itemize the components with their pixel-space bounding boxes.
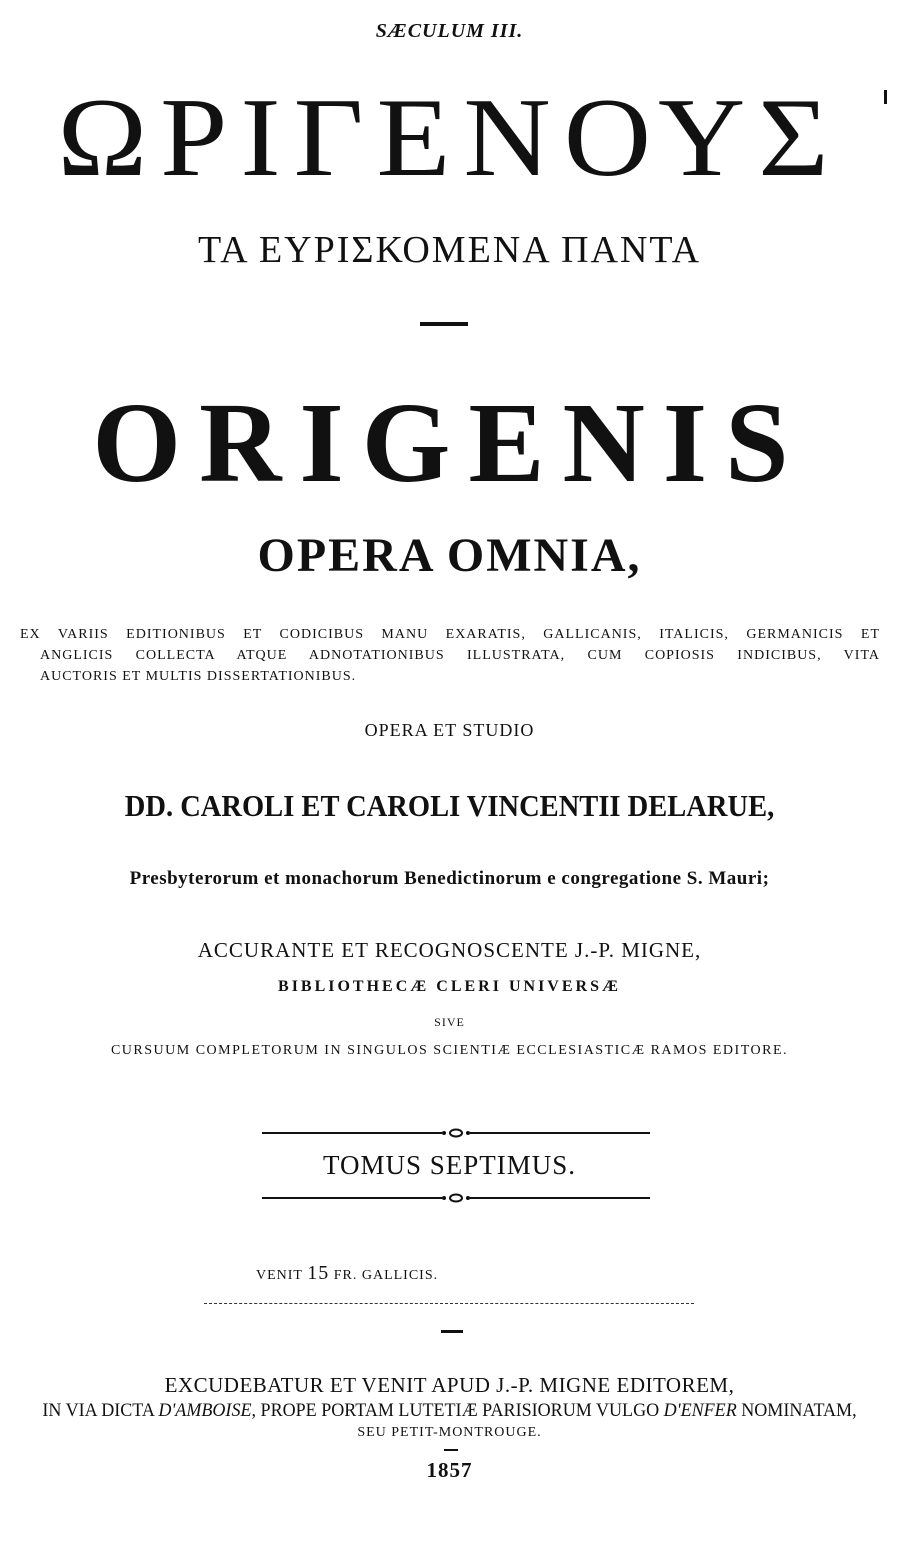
volume-number: TOMUS SEPTIMUS.	[322, 1150, 577, 1180]
description-paragraph	[20, 624, 880, 687]
bibliotheca-line: BIBLIOTHECÆ CLERI UNIVERSÆ	[278, 978, 621, 995]
margin-mark	[884, 90, 887, 104]
saeculum-header: SÆCULUM III.	[375, 20, 524, 42]
imprint-line: EXCUDEBATUR ET VENIT APUD J.-P. MIGNE EDITOREM,	[164, 1373, 735, 1397]
description-line: EX VARIIS EDITIONIBUS ET CODICIBUS MANU EXARATIS, GALLICANIS, ITALICIS, GERMANICIS ET	[20, 627, 880, 642]
dashed-divider	[204, 1303, 694, 1304]
address-text: , PROPE PORTAM LUTETIÆ PARISIORUM VULGO	[251, 1400, 664, 1421]
address-line	[22, 1400, 876, 1422]
seu-line: SEU PETIT-MONTROUGE.	[357, 1425, 542, 1440]
editor-role: Presbyterorum et monachorum Benedictinorum e congregatione S. Mauri;	[129, 868, 770, 889]
publication-year: 1857	[426, 1458, 473, 1482]
latin-title: ORIGENIS	[92, 379, 807, 506]
opera-omnia-heading: OPERA OMNIA,	[257, 529, 642, 582]
price-amount: 15	[307, 1262, 330, 1284]
address-quarter: D'ENFER	[663, 1400, 737, 1421]
accurante-line: ACCURANTE ET RECOGNOSCENTE J.-P. MIGNE,	[197, 938, 702, 962]
cursuum-line: CURSUUM COMPLETORUM IN SINGULOS SCIENTIÆ ECCLESIASTICÆ RAMOS EDITORE.	[110, 1043, 789, 1058]
description-line: AUCTORIS ET MULTIS DISSERTATIONIBUS.	[40, 669, 357, 684]
sive-line: SIVE	[434, 1015, 465, 1029]
editor-names: DD. CAROLI ET CAROLI VINCENTII DELARUE,	[124, 788, 775, 823]
address-text: IN VIA DICTA	[42, 1400, 159, 1421]
year-divider	[444, 1449, 458, 1451]
price-prefix: VENIT	[256, 1268, 303, 1283]
price-suffix: FR. GALLICIS.	[333, 1268, 439, 1283]
ornamental-rule-bottom	[262, 1193, 650, 1203]
opera-studio-label: OPERA ET STUDIO	[364, 720, 535, 740]
ornamental-rule-top	[262, 1128, 650, 1138]
title-divider	[420, 322, 468, 326]
greek-subtitle: ΤΑ ΕΥΡΙΣΚΟΜΕΝΑ ΠΑΝΤΑ	[197, 229, 702, 271]
address-text: NOMINATAM,	[736, 1400, 857, 1421]
short-divider	[441, 1330, 463, 1333]
price-line	[256, 1262, 438, 1285]
description-line: ANGLICIS COLLECTA ATQUE ADNOTATIONIBUS ILLUSTRATA, CUM COPIOSIS INDICIBUS, VITA	[40, 648, 880, 663]
address-street: D'AMBOISE	[158, 1400, 252, 1421]
greek-title: ΩΡΙΓΕΝΟΥΣ	[57, 76, 842, 200]
